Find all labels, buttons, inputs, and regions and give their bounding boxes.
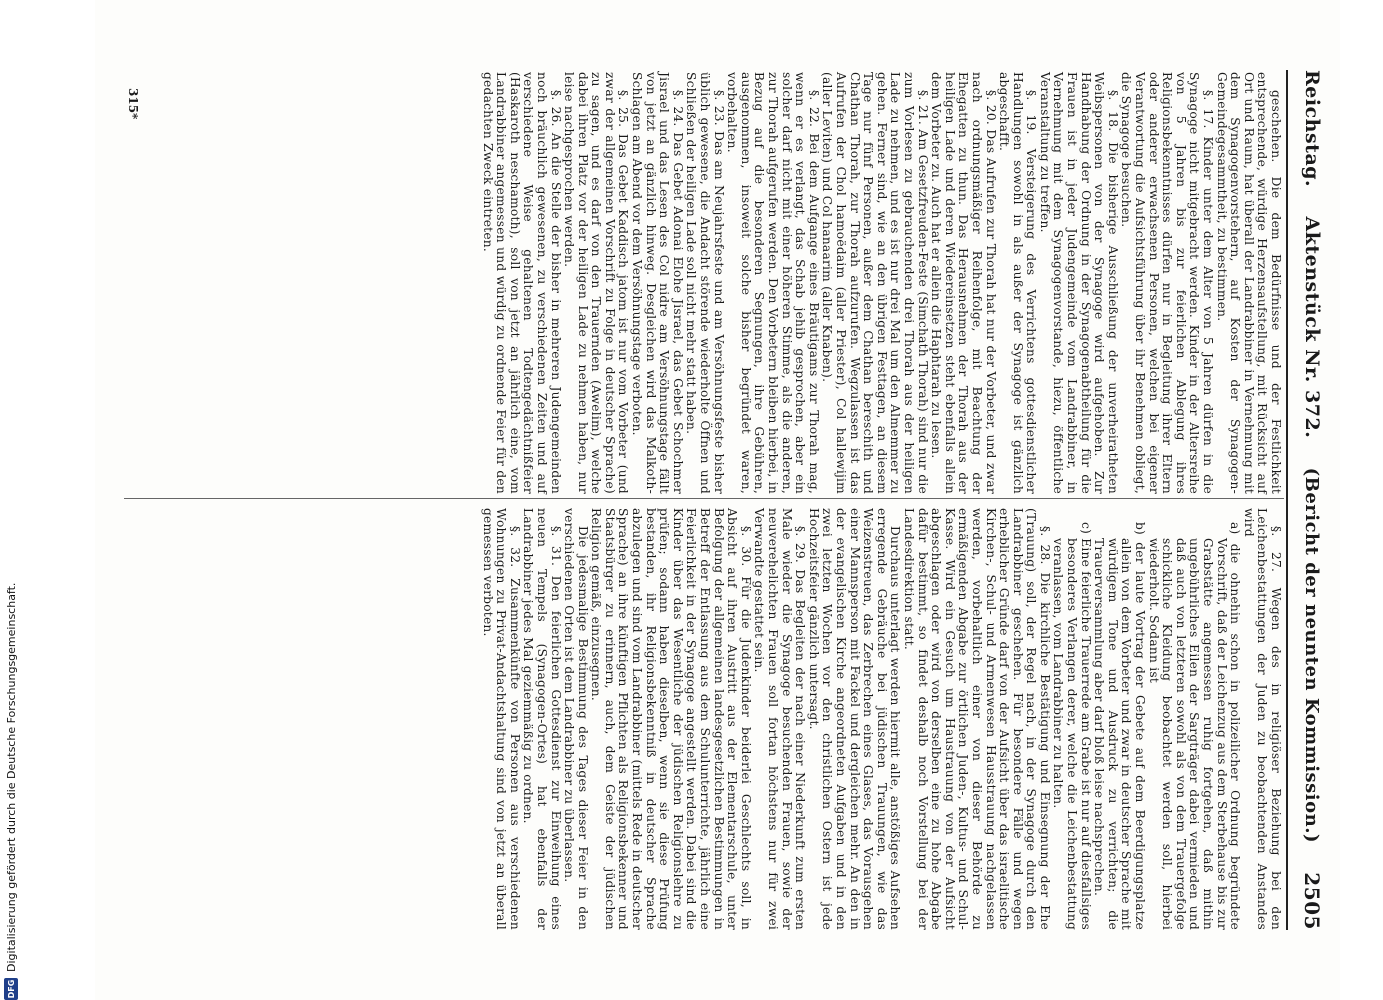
paragraph: §. 31. Den feierlichen Gottesdienst zur Einweihung eines neuen Tempels (Synagogen-Ortes) hat ebenfalls der Landrabbiner jedes Mal geziemmäßig zu ordnen. — [521, 508, 563, 930]
rotated-page — [95, 0, 1340, 1000]
paragraph: §. 22. Bei dem Aufgange eines Bräutigams zur Thorah mag, wenn er es verlangt, das Schab jehib gesprochen, aber ein solcher darf nicht mit einer höheren Stimme, als die anderen, zur Thorah aufgerufen werden. Den Vorbetern bleiben hierbei, in Bezug auf die besonderen Segnungen, ihre Gebühren, ausgenommen, insoweit solche bisher begründet waren, vorbehalten. — [725, 72, 821, 494]
paragraph: geschehen. Die dem Bedürfnisse und der Festlichkeit entsprechende, würdige Herzensaufstellung, mit Rücksicht auf Ort und Raum, hat überall der Landrabbiner in Vernehmung mit dem Synagogenvorstehern, auf Kosten der Synagogen-Gemeindegesammtheit, zu bestimmen. — [1214, 72, 1283, 494]
paragraph: §. 24. Das Gebet Adonai Elohe Jisrael, das Gebet Schochmer Jisrael und das Lesen des Col nidre am Versöhnungstage fällt von jetzt an gänzlich hinweg. Desgleichen wird das Malkoth-Schlagen am Abend vor dem Versöhnungstage verboten. — [630, 72, 685, 494]
paragraph: §. 18. Die bisherige Ausschließung der unverheiratheten Weibspersonen von der Synagoge wird aufgehoben. Zur Handhabung der Ordnung in der Synagogenabtheilung für die Frauen ist in jeder Judengemeinde vom Landrabbiner, in Vernehmung mit dem Synagogenvorstande, hiezu, öffentliche Veranstaltung zu treffen. — [1037, 72, 1120, 494]
document-scan — [95, 0, 1340, 1000]
sub-paragraph: a) die ohnehin schon in polizeilicher Ordnung begründete Vorschrift, daß der Leichenzug aus dem Sterbehause bis zur Grabstätte angemessen ruhig fortgehen, daß mithin ungebührliches Eilen der Sargträger dabei vermieden und daß auch von letzteren sowohl als von dem Trauergefolge schickliche Kleidung beobachtet werden soll, hierbei wiederholt. Sodann ist — [1146, 522, 1243, 930]
paragraph: Die jedesmalige Bestimmung des Tages dieser Feier in den verschiedenen Orten ist dem Landrabbiner zu überlassen. — [562, 508, 590, 930]
paragraph: Durchaus unterlagt werden hiermit alle, anstößiges Aufsehen erregende Gebräuche bei jüdischen Trauungen, wie das Weizenstreuen, das Zerbrechen eines Glases, das Vorausgehen einer Mannsperson mit Fackel und dergleichen mehr. An den in der evangelischen Kirche angeordneten Aufgaben und in den zwei letzten Wochen vor den christlichen Ostern ist jede Hochzeitsfeier gänzlich untersagt. — [806, 508, 903, 930]
digitization-note — [0, 0, 90, 1000]
paragraph: §. 23. Das am Neujahrsfeste und am Versöhnungsfeste bisher üblich gewesene, die Andacht störende wiederholte Öffnen und Schließen der heiligen Lade soll nicht mehr statt haben. — [684, 72, 726, 494]
header-title: (Bericht der neunten Kommission.) — [1301, 467, 1323, 844]
paragraph: §. 30. Für die Judenkinder beiderlei Geschlechts soll, in Absicht auf ihren Austritt aus der Elementarschule, unter Befolgung der allgemeinen landesgesetzlichen Bestimmungen in Betreff der Entlassung aus dem Schulunterrichte, jährlich eine Feierlichkeit in der Synagoge angestellt werden. Dabei sind die Kinder über das Wesentliche der jüdischen Religionslehre zu prüfen; sodann haben dieselben, wenn sie diese Prüfung bestanden, ihr Religionsbekenntniß in deutscher Sprache abzulegen und sind vom Landrabbiner (mittels Rede in deutscher Sprache) an ihre künftigen Pflichten als Religionsbekenner und Staatsbürger zu erinnern, auch, dem Geiste der jüdischen Religion gemäß, einzusegnen. — [589, 508, 753, 930]
column-divider — [124, 498, 1284, 499]
paragraph: §. 20. Das Aufrufen zur Thorah hat nur der Vorbeter, und zwar nach ordnungsmäßiger Reihenfolge, mit Beachtung der Ehegatten zu thun. Das Herausnehmen der Thorah aus der heiligen Lade und deren Wiedereinsetzen steht ebenfalls allein dem Vorbeter zu. Auch hat er allein die Haphtarah zu lesen. — [929, 72, 998, 494]
paragraph: §. 29. Das Begleiten der nach einer Niederkunft zum ersten Male wieder die Synagoge besuchenden Frauen, sowie der neuverehelichten Frauen soll fortan höchstens nur für zwei Verwandte gestattet sein. — [752, 508, 808, 930]
left-column — [480, 72, 1282, 494]
header-aktenstueck: Aktenstück Nr. 372. — [1301, 216, 1323, 439]
signature-mark: 315* — [126, 88, 140, 120]
dfg-logo: DFG — [4, 978, 18, 1000]
paragraph: §. 32. Zusammenkünfte von Personen aus verschiedenen Wohnungen zu Privat-Andachtshaltung sind von jetzt an überall gemessen verboten. — [480, 508, 522, 930]
header-reichstag: Reichstag. — [1301, 70, 1323, 188]
paragraph: §. 17. Kinder unter dem Alter von 5 Jahren dürfen in die Synagoge nicht mitgebracht werden. Kinder in der Altersreihe von 5 Jahren bis zur feierlichen Ablegung ihres Religionsbekenntnisses dürfen nur in Begleitung ihrer Eltern oder anderer erwachsenen Personen, welchen bei eigener Verantwortung die Aufsichtsführung über ihr Benehmen obliegt, die Synagoge besuchen. — [1119, 72, 1216, 494]
sub-paragraph: c) Eine feierliche Trauerrede am Grabe ist nur auf diesfallsiges besonderes Verlangen derer, welche die Leichenbestattung veranlassen, vom Landrabbiner zu halten. — [1051, 522, 1093, 930]
page-number: 2505 — [1300, 872, 1324, 930]
digitization-note-text: Digitalisierung gefördert durch die Deutsche Forschungsgemeinschaft. — [4, 582, 18, 972]
page-header — [1292, 70, 1332, 930]
paragraph: §. 25. Das Gebet Kaddisch jatom ist nur vom Vorbeter (und zwar der allgemeinen Vorschrift zu Folge in deutscher Sprache) zu sagen, und es darf von den Trauernden (Awelim), welche dabei ihren Platz vor der heiligen Lade zu nehmen haben, nur leise nachgesprochen werden. — [562, 72, 631, 494]
paragraph: §. 27. Wegen des in religiöser Beziehung bei den Leichenbestattungen der Juden zu beobachtenden Anstandes wird — [1241, 508, 1283, 930]
paragraph: §. 26. An die Stelle der bisher in mehreren Judengemeinden noch bräuchlich gewesenen, zu verschiedenen Zeiten und auf verschiedene Weise gehaltenen Todtengedächtnißfeier (Haskaroth neschamoth), soll von jetzt an jährlich eine, vom Landrabbiner angemessen und würdig zu ordnende Feier für den gedachten Zweck eintreten. — [480, 72, 563, 494]
paragraph: §. 28. Die kirchliche Bestätigung und Einsegnung der Ehe (Trauung) soll, der Regel nach, in der Synagoge durch den Landrabbiner geschehen. Für besondere Fälle und wegen erheblicher Gründe darf von der Aufsicht über das israelitische Kirchen-, Schul- und Armenwesen Hausstrauung nachgelassen werden, vorbehaltlich einer von dieser Behörde zu ermäßigenden Abgabe zur örtlichen Juden-, Kultus- und Schul-Kasse. Wird ein Gesuch um Haustrauung von der Aufsicht abgeschlagen oder wird von derselben eine zu hohe Abgabe dafür bestimmt, so findet deshalb noch Vorstellung bei der Landesdirektion statt. — [901, 508, 1052, 930]
sub-paragraph: b) der laute Vortrag der Gebete auf dem Beerdigungsplatze allein von dem Vorbeter und zwar in deutscher Sprache mit würdigem Tone und Ausdruck zu verrichten; die Trauerversammlung aber darf bloß leise nachsprechen. — [1092, 522, 1148, 930]
paragraph: §. 19. Versteigerung des Verrichtens gottesdienstlicher Handlungen sowohl in als außer der Synagoge ist gänzlich abgeschafft. — [997, 72, 1039, 494]
header-rule — [1286, 70, 1288, 930]
paragraph: §. 21. Am Gesetzfreuden-Feste (Simchath Thorah) sind nur die zum Vorlesen zu gebrauchenden drei Thorah aus der heiligen Lade zu nehmen, und es ist nur drei Mal um den Almemmer zu gehen. Ferner sind, wie an den übrigen Festtagen, an diesem Tage nur fünf Personen, außer dem Chathan bereschith und Chathan Thorah, zur Thorah aufzurufen. Wegzulassen ist das Aufrufen der Chol hamoëdaim (aller Priester), Col hallewijim (aller Leviten) und Col hanaarim (aller Knaben). — [820, 72, 930, 494]
right-column — [480, 508, 1282, 930]
